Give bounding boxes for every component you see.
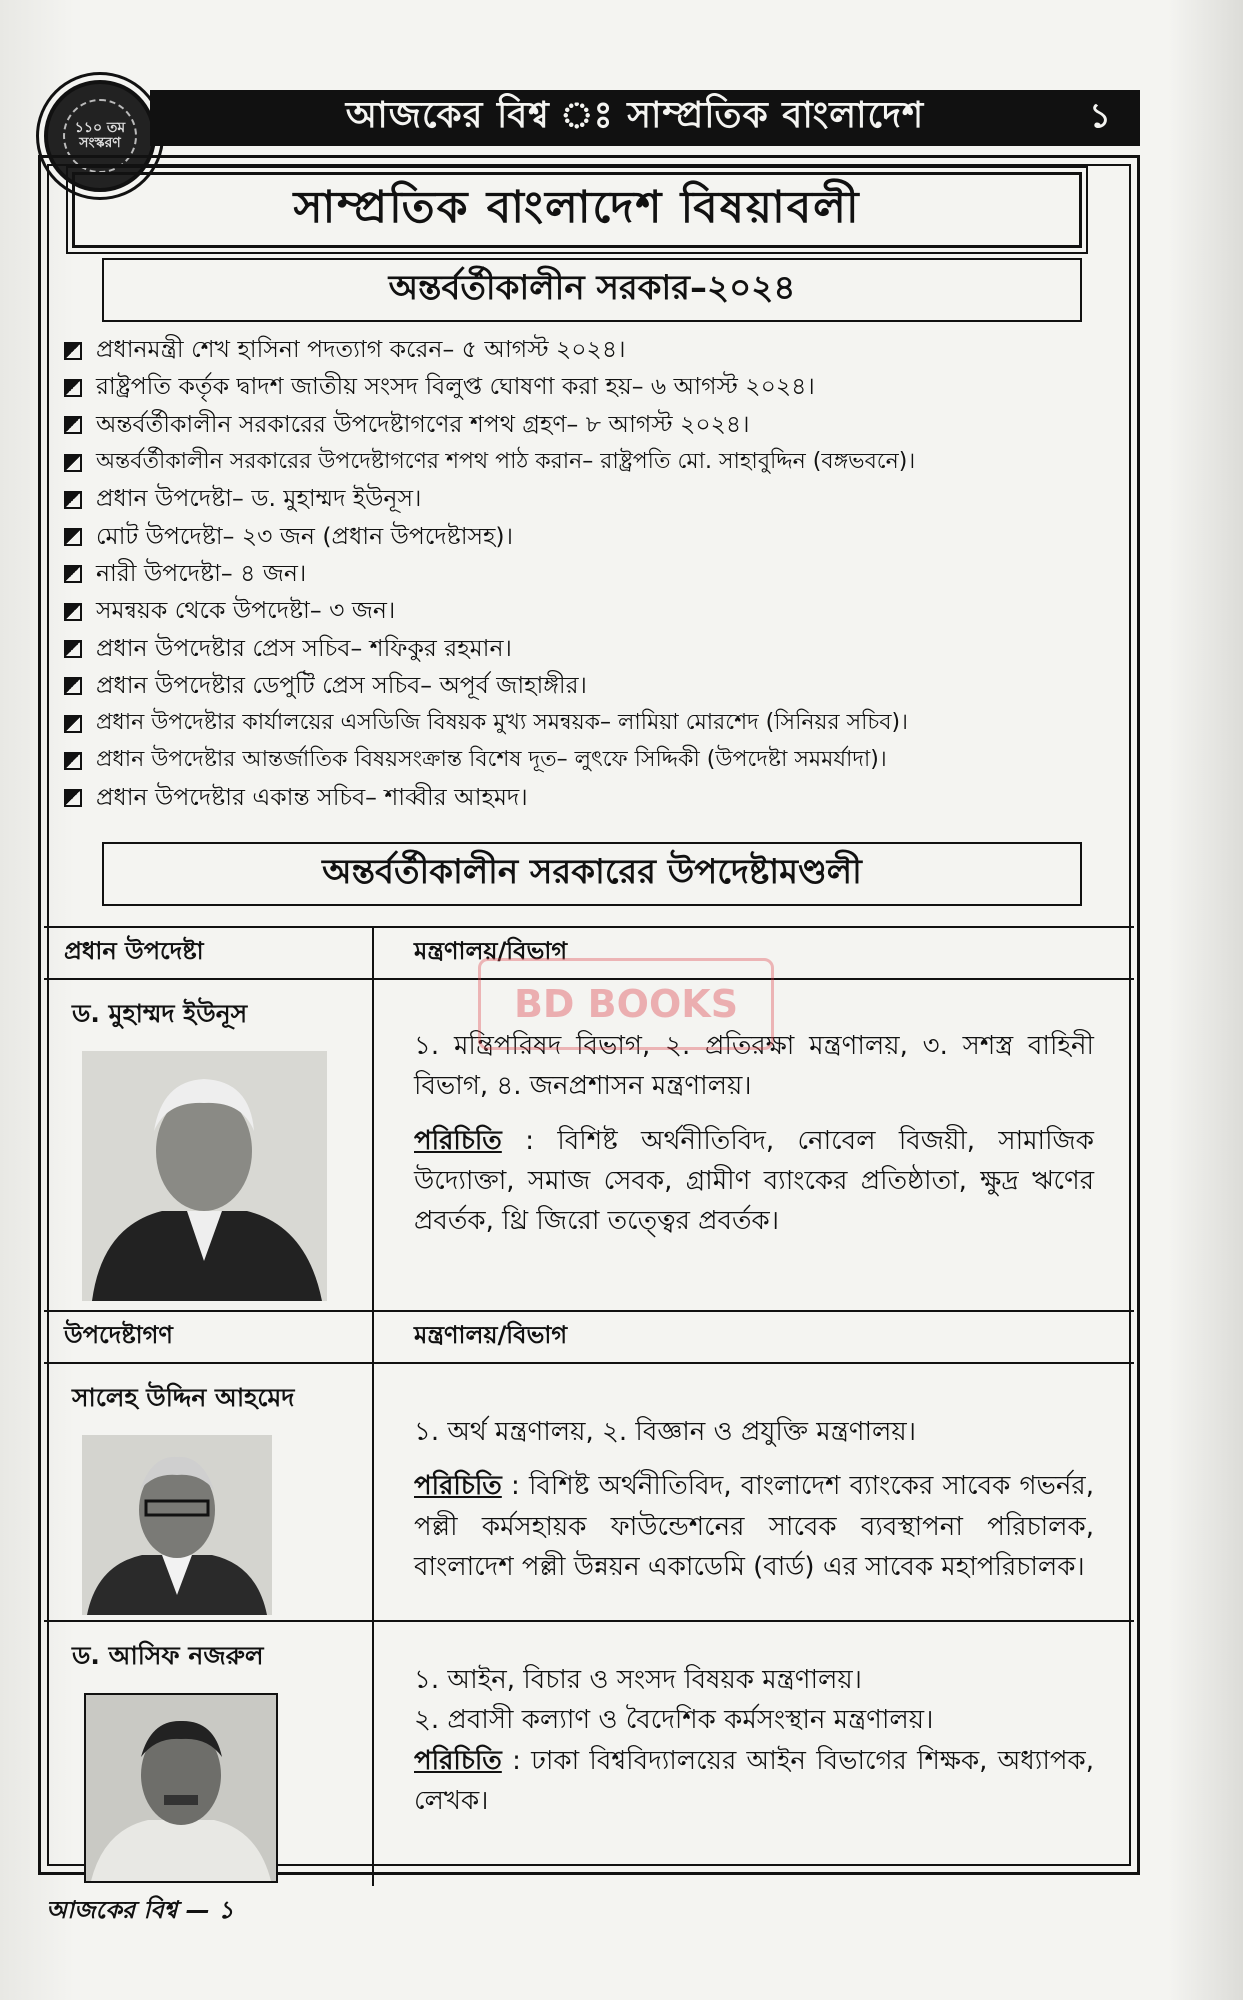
adviser-name: ড. আসিফ নজরুল: [72, 1641, 264, 1670]
adviser-name: সালেহ উদ্দিন আহমেদ: [72, 1383, 295, 1412]
facts-list: [60, 332, 1120, 817]
column-header-advisers: উপদেষ্টাগণ: [44, 1312, 374, 1362]
list-item: প্রধানমন্ত্রী শেখ হাসিনা পদত্যাগ করেন– ৫ আগস্ট ২০২৪।: [60, 332, 1120, 369]
checkbox-bullet-icon: [64, 454, 82, 472]
running-header: [150, 90, 1140, 146]
list-item: প্রধান উপদেষ্টার ডেপুটি প্রেস সচিব– অপূর্ব জাহাঙ্গীর।: [60, 668, 1120, 705]
adviser-photo: [84, 1693, 278, 1883]
page-footer: আজকের বিশ্ব — ১: [46, 1896, 234, 1924]
header-title: আজকের বিশ্ব ঃ সাম্প্রতিক বাংলাদেশ: [345, 95, 925, 136]
checkbox-bullet-icon: [64, 715, 82, 733]
list-item: প্রধান উপদেষ্টার কার্যালয়ের এসডিজি বিষয়ক মুখ্য সমন্বয়ক– লামিয়া মোরশেদ (সিনিয়র সচিব)।: [60, 705, 1120, 742]
list-item: অন্তর্বর্তীকালীন সরকারের উপদেষ্টাগণের শপথ পাঠ করান– রাষ্ট্রপতি মো. সাহাবুদ্দিন (বঙ্গভবনে)।: [60, 444, 1120, 481]
section-title-advisers: অন্তর্বর্তীকালীন সরকারের উপদেষ্টামণ্ডলী: [102, 842, 1082, 906]
intro-paragraph: পরিচিতি : বিশিষ্ট অর্থনীতিবিদ, নোবেল বিজয়ী, সামাজিক উদ্যোক্তা, সমাজ সেবক, গ্রামীণ ব্যাংকের প্রতিষ্ঠাতা, ক্ষুদ্র ঋণের প্রবর্তক, থ্রি জিরো তত্ত্বের প্রবর্তক।: [414, 1125, 1094, 1237]
checkbox-bullet-icon: [64, 603, 82, 621]
adviser-photo: [82, 1435, 272, 1615]
checkbox-bullet-icon: [64, 416, 82, 434]
intro-paragraph: পরিচিতি : বিশিষ্ট অর্থনীতিবিদ, বাংলাদেশ ব্যাংকের সাবেক গভর্নর, পল্লী কর্মসহায়ক ফাউন্ডেশনের সাবেক ব্যবস্থাপনা পরিচালক, বাংলাদেশ পল্লী উন্নয়ন একাডেমি (বার্ড) এর সাবেক মহাপরিচালক।: [414, 1471, 1094, 1582]
column-header-ministry: মন্ত্রণালয়/বিভাগ: [414, 937, 568, 965]
table-row: [44, 1622, 1134, 1886]
ministries-text-2: ২. প্রবাসী কল্যাণ ও বৈদেশিক কর্মসংস্থান মন্ত্রণালয়।: [414, 1705, 934, 1736]
ministries-text: ১. অর্থ মন্ত্রণালয়, ২. বিজ্ঞান ও প্রযুক্তি মন্ত্রণালয়।: [414, 1417, 917, 1447]
list-item: প্রধান উপদেষ্টা– ড. মুহাম্মদ ইউনূস।: [60, 481, 1120, 518]
adviser-photo: [82, 1051, 327, 1301]
list-item: প্রধান উপদেষ্টার একান্ত সচিব– শাব্বীর আহমদ।: [60, 780, 1120, 817]
list-item: রাষ্ট্রপতি কর্তৃক দ্বাদশ জাতীয় সংসদ বিলুপ্ত ঘোষণা করা হয়– ৬ আগস্ট ২০২৪।: [60, 369, 1120, 406]
checkbox-bullet-icon: [64, 640, 82, 658]
adviser-name: ড. মুহাম্মদ ইউনূস: [72, 999, 248, 1028]
watermark: BD BOOKS: [478, 958, 774, 1050]
main-title: সাম্প্রতিক বাংলাদেশ বিষয়াবলী: [72, 172, 1082, 248]
column-header-chief-adviser: প্রধান উপদেষ্টা: [44, 928, 374, 978]
checkbox-bullet-icon: [64, 789, 82, 807]
logo-text: ১১০ তম সংস্করণ: [63, 99, 137, 173]
list-item: সমন্বয়ক থেকে উপদেষ্টা– ৩ জন।: [60, 593, 1120, 630]
checkbox-bullet-icon: [64, 379, 82, 397]
ministries-text-1: ১. আইন, বিচার ও সংসদ বিষয়ক মন্ত্রণালয়।: [414, 1665, 862, 1695]
checkbox-bullet-icon: [64, 342, 82, 360]
page-number: ১: [1088, 95, 1112, 136]
intro-paragraph: পরিচিতি : ঢাকা বিশ্ববিদ্যালয়ের আইন বিভাগের শিক্ষক, অধ্যাপক, লেখক।: [414, 1745, 1094, 1816]
checkbox-bullet-icon: [64, 528, 82, 546]
table-row: [44, 1364, 1134, 1622]
list-item: প্রধান উপদেষ্টার প্রেস সচিব– শফিকুর রহমান।: [60, 630, 1120, 667]
list-item: মোট উপদেষ্টা– ২৩ জন (প্রধান উপদেষ্টাসহ)।: [60, 518, 1120, 555]
table-header-row: [44, 1312, 1134, 1364]
column-header-ministry: মন্ত্রণালয়/বিভাগ: [414, 1321, 568, 1349]
checkbox-bullet-icon: [64, 565, 82, 583]
advisers-table: [44, 926, 1134, 1886]
section-title-interim-government: অন্তর্বর্তীকালীন সরকার–২০২৪: [102, 258, 1082, 322]
list-item: নারী উপদেষ্টা– ৪ জন।: [60, 556, 1120, 593]
list-item: প্রধান উপদেষ্টার আন্তর্জাতিক বিষয়সংক্রান্ত বিশেষ দূত– লুৎফে সিদ্দিকী (উপদেষ্টা সমমর্যাদা)।: [60, 742, 1120, 779]
list-item: অন্তর্বর্তীকালীন সরকারের উপদেষ্টাগণের শপথ গ্রহণ– ৮ আগস্ট ২০২৪।: [60, 407, 1120, 444]
ministries-text: ১. মন্ত্রিপরিষদ বিভাগ, ২. প্রতিরক্ষা মন্ত্রণালয়, ৩. সশস্ত্র বাহিনী বিভাগ, ৪. জনপ্রশাসন মন্ত্রণালয়।: [414, 1031, 1094, 1102]
checkbox-bullet-icon: [64, 491, 82, 509]
checkbox-bullet-icon: [64, 752, 82, 770]
checkbox-bullet-icon: [64, 677, 82, 695]
